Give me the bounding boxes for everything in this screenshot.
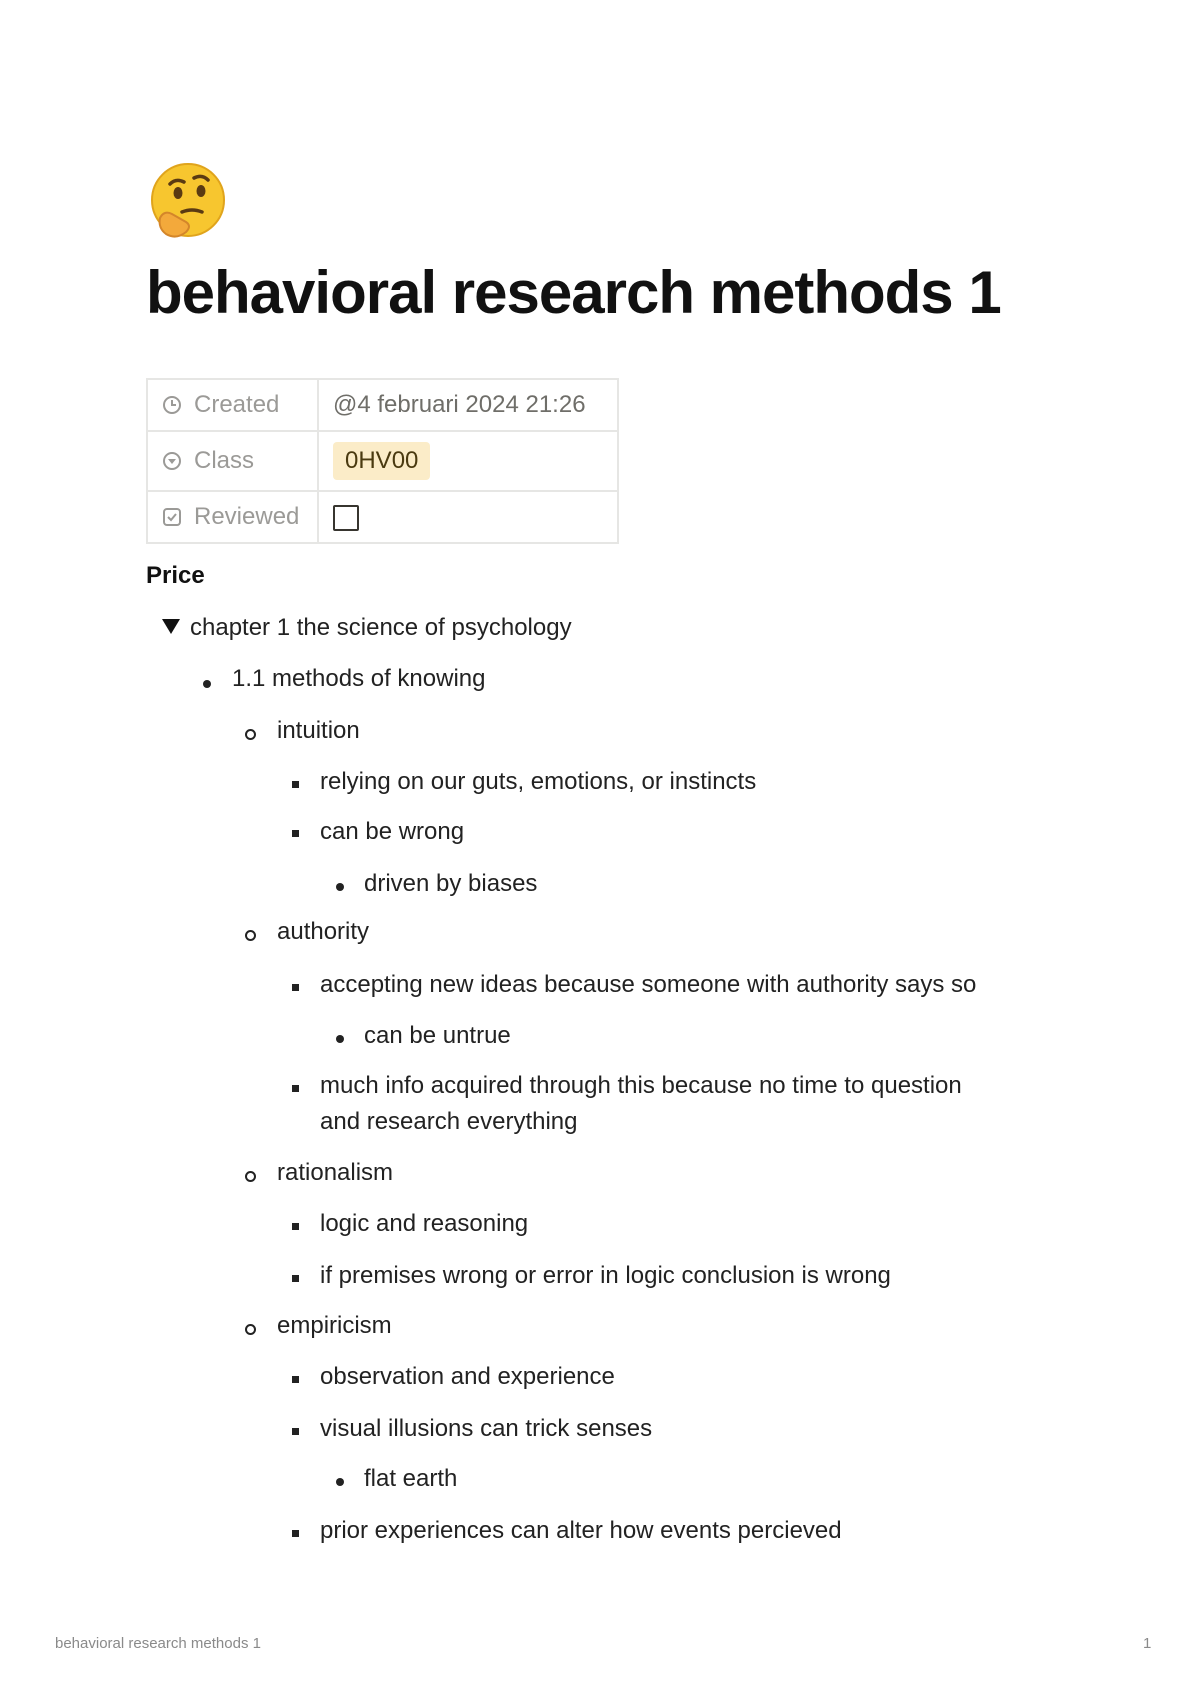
list-item: prior experiences can alter how events percieved xyxy=(320,1517,842,1544)
property-key-class[interactable] xyxy=(147,431,318,491)
footer-page-number: 1 xyxy=(1143,1635,1152,1652)
properties-table xyxy=(146,378,619,544)
bullet-disc-icon xyxy=(336,1035,344,1043)
reviewed-checkbox[interactable] xyxy=(333,505,359,531)
property-key-reviewed[interactable] xyxy=(147,491,318,543)
select-icon xyxy=(162,451,182,471)
property-class xyxy=(147,431,618,491)
property-created xyxy=(147,379,618,431)
property-key-created[interactable] xyxy=(147,379,318,431)
page-title: behavioral research methods 1 xyxy=(146,259,1001,326)
bullet-disc-icon xyxy=(336,883,344,891)
thinking-face-icon[interactable] xyxy=(146,160,230,244)
list-item: flat earth xyxy=(364,1465,458,1492)
bullet-disc-icon xyxy=(203,680,211,688)
clock-icon xyxy=(162,395,182,415)
list-item: intuition xyxy=(277,717,360,744)
class-value-cell[interactable] xyxy=(318,431,618,491)
toggle-label: chapter 1 the science of psychology xyxy=(190,614,572,641)
class-tag[interactable]: 0HV00 xyxy=(333,442,430,480)
bullet-square-icon xyxy=(292,984,299,991)
list-item: accepting new ideas because someone with authority says so xyxy=(320,971,977,998)
list-item: can be wrong xyxy=(320,818,465,845)
list-item: observation and experience xyxy=(320,1363,615,1390)
list-item: rationalism xyxy=(277,1159,394,1186)
bullet-square-icon xyxy=(292,1530,299,1537)
property-reviewed xyxy=(147,491,618,543)
list-item: if premises wrong or error in logic conclusion is wrong xyxy=(320,1262,891,1289)
bullet-square-icon xyxy=(292,1223,299,1230)
bullet-square-icon xyxy=(292,781,299,788)
list-item: empiricism xyxy=(277,1312,392,1339)
bullet-circle-icon xyxy=(245,1171,256,1182)
bullet-square-icon xyxy=(292,1428,299,1435)
list-item: driven by biases xyxy=(364,870,538,897)
list-item-continuation: and research everything xyxy=(320,1108,578,1135)
list-item: visual illusions can trick senses xyxy=(320,1415,653,1442)
bullet-circle-icon xyxy=(245,930,256,941)
toggle-triangle-icon[interactable] xyxy=(162,619,180,634)
list-item: logic and reasoning xyxy=(320,1210,529,1237)
property-key-label: Created xyxy=(194,391,280,418)
created-date-value[interactable]: @4 februari 2024 21:26 xyxy=(318,379,618,431)
bullet-square-icon xyxy=(292,1085,299,1092)
footer-title: behavioral research methods 1 xyxy=(55,1635,261,1652)
list-item: relying on our guts, emotions, or instincts xyxy=(320,768,757,795)
list-item: authority xyxy=(277,918,370,945)
list-item: 1.1 methods of knowing xyxy=(232,665,486,692)
bullet-disc-icon xyxy=(336,1478,344,1486)
bullet-square-icon xyxy=(292,1275,299,1282)
bullet-circle-icon xyxy=(245,1324,256,1335)
toggle-block[interactable] xyxy=(162,614,572,642)
list-item: much info acquired through this because no time to question xyxy=(320,1072,962,1099)
price-heading: Price xyxy=(146,562,205,589)
bullet-square-icon xyxy=(292,1376,299,1383)
bullet-circle-icon xyxy=(245,729,256,740)
checkbox-icon xyxy=(162,507,182,527)
property-key-label: Class xyxy=(194,447,255,474)
reviewed-value-cell xyxy=(318,491,618,543)
list-item: can be untrue xyxy=(364,1022,511,1049)
property-key-label: Reviewed xyxy=(194,503,300,530)
bullet-square-icon xyxy=(292,830,299,837)
